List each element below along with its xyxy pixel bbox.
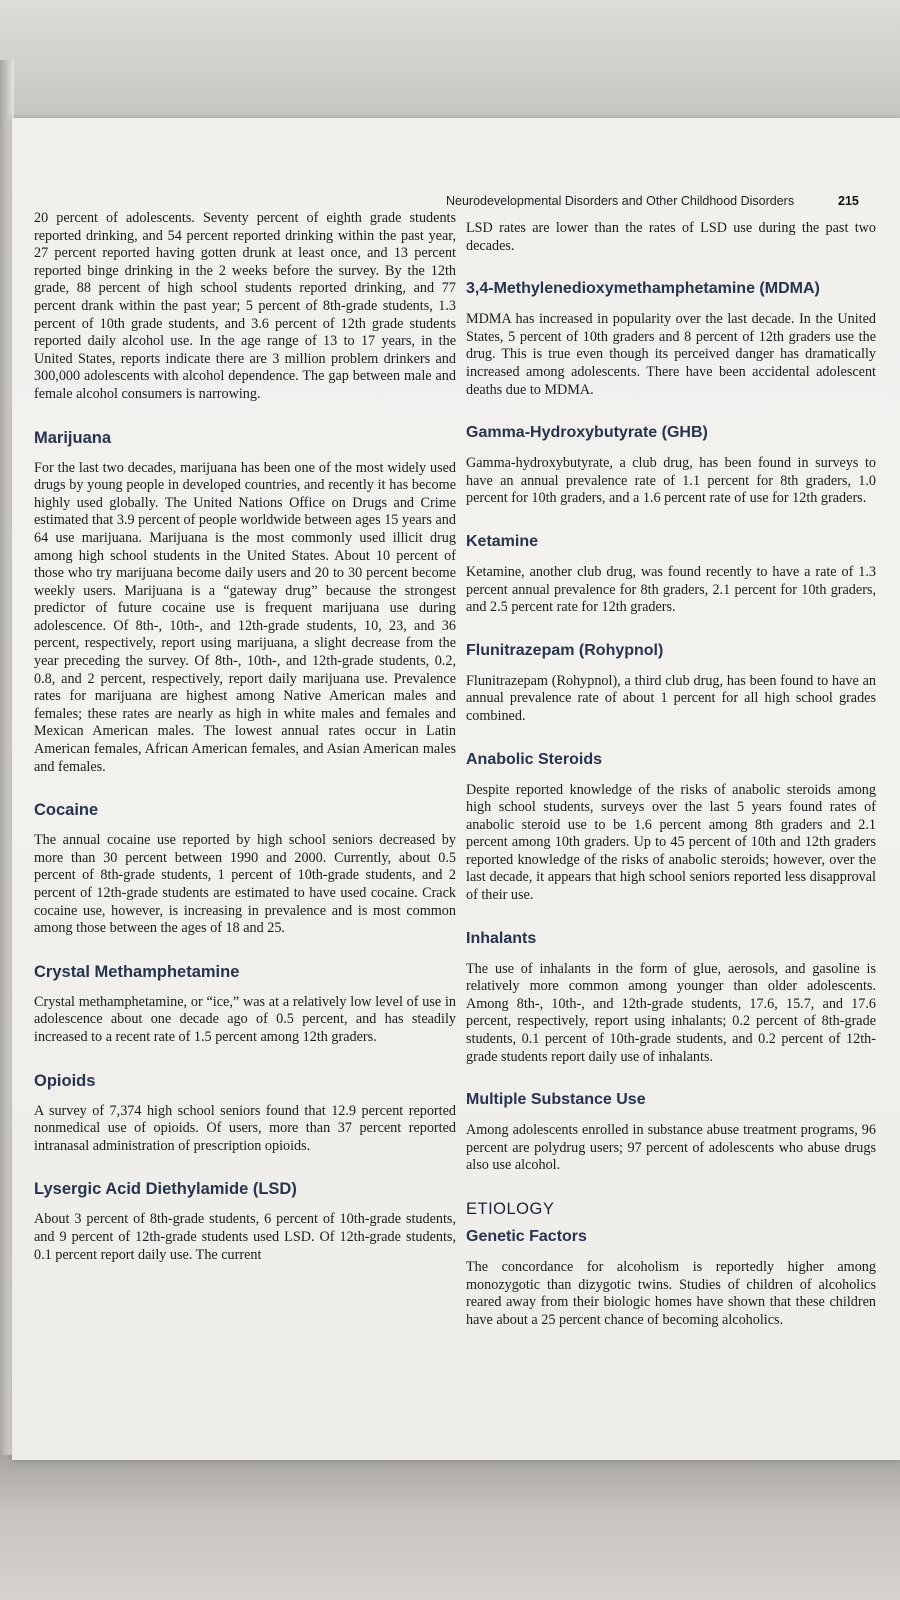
steroids-paragraph: Despite reported knowledge of the risks of anabolic steroids among high school students, surveys over the last 5 years found rates of anabolic steroid use to be 1.6 percent among 8th graders and 2.1 percent among 10th graders. Up to 45 percent of 10th and 12th graders reported knowledge of the risks of anabolic steroids; however, over the last decade, it appears that high school seniors reported less disapproval of their use. xyxy=(466,781,876,904)
steroids-heading: Anabolic Steroids xyxy=(466,750,603,768)
genetic-factors-paragraph: The concordance for alcoholism is reportedly higher among monozygotic than dizygotic twins. Studies of children of alcoholics reared away from their biologic homes have shown that these children have about a 25 percent chance of becoming alcoholics. xyxy=(466,1259,876,1328)
ghb-heading: Gamma-Hydroxybutyrate (GHB) xyxy=(466,424,708,442)
intro-paragraph: 20 percent of adolescents. Seventy percent of eighth grade students reported drinking, and 54 percent reported drinking within the past year, 27 percent reported having gotten drunk at least once, and 13 percent reported binge drinking in the 2 weeks before the survey. By the 12th grade, 88 percent of high school students reported drinking, and 77 percent drank within the past year; 5 percent of 8th-grade students, 1.3 percent of 10th grade students, and 3.6 percent of 12th grade students reported daily alcohol use. In the age range of 13 to 17 years, in the United States, reports indicate there are 3 million problem drinkers and 300,000 adolescents with alcohol dependence. The gap between male and female alcohol consumers is narrowing. xyxy=(34,210,456,402)
ketamine-heading: Ketamine xyxy=(466,532,539,550)
cocaine-heading: Cocaine xyxy=(34,801,99,820)
meth-heading: Crystal Methamphetamine xyxy=(34,962,240,981)
marijuana-heading: Marijuana xyxy=(34,428,112,447)
inhalants-paragraph: The use of inhalants in the form of glue, aerosols, and gasoline is relatively more common among younger than older adolescents. Among 8th-, 10th-, and 12th-grade students, 17.6, 15.7, and 17.6 percent, respectively, report using inhalants; 0.2 percent of 8th-grade students, 0.1 percent of 10th-grade students, and 0.2 percent of 12th-grade students report daily use of inhalants. xyxy=(466,960,876,1065)
flunitrazepam-heading: Flunitrazepam (Rohypnol) xyxy=(466,641,664,659)
ghb-paragraph: Gamma-hydroxybutyrate, a club drug, has been found in surveys to have an annual prevalence rate of 1.1 percent for 8th graders, 1.0 percent for 10th graders, and a 1.6 percent rate of use for 12th graders. xyxy=(466,455,876,507)
running-title: Neurodevelopmental Disorders and Other Childhood Disorders xyxy=(446,194,795,208)
lsd-heading: Lysergic Acid Diethylamide (LSD) xyxy=(34,1180,297,1199)
left-column xyxy=(34,210,456,1264)
meth-paragraph: Crystal methamphetamine, or “ice,” was at a relatively low level of use in adolescence about one decade ago of 0.5 percent, and has steadily increased to a recent rate of 1.5 percent among 12th graders. xyxy=(34,993,456,1045)
page-number: 215 xyxy=(838,194,859,208)
mdma-heading: 3,4-Methylenedioxymethamphetamine (MDMA) xyxy=(466,280,820,298)
inhalants-heading: Inhalants xyxy=(466,929,537,947)
lsd-continued-paragraph: LSD rates are lower than the rates of LSD use during the past two decades. xyxy=(466,220,876,254)
ketamine-paragraph: Ketamine, another club drug, was found recently to have a rate of 1.3 percent annual prevalence for 8th graders, 2.1 percent for 10th graders, and 2.5 percent rate for 12th graders. xyxy=(466,563,876,616)
opioids-heading: Opioids xyxy=(34,1071,96,1090)
multiple-substance-heading: Multiple Substance Use xyxy=(466,1091,646,1109)
flunitrazepam-paragraph: Flunitrazepam (Rohypnol), a third club drug, has been found to have an annual prevalence rate of about 1 percent for all high school grades combined. xyxy=(466,672,876,724)
background-top xyxy=(0,0,900,135)
multiple-substance-paragraph: Among adolescents enrolled in substance abuse treatment programs, 96 percent are polydrug users; 97 percent of adolescents who abuse drugs also use alcohol. xyxy=(466,1122,876,1174)
background-bottom xyxy=(0,1455,900,1600)
lsd-paragraph: About 3 percent of 8th-grade students, 6 percent of 10th-grade students, and 9 percent of 12th-grade students used LSD. Of 12th-grade students, 0.1 percent report daily use. The current xyxy=(34,1211,456,1263)
mdma-paragraph: MDMA has increased in popularity over the last decade. In the United States, 5 percent of 10th graders and 8 percent of 12th graders use the drug. This is true even though its perceived danger has dramatically increased among adolescents. There have been accidental adolescent deaths due to MDMA. xyxy=(466,311,876,398)
book-page xyxy=(12,118,900,1460)
cocaine-paragraph: The annual cocaine use reported by high school seniors decreased by more than 30 percent between 1990 and 2000. Currently, about 0.5 percent of 8th-grade students, 1 percent of 10th-grade students, and 2 percent of 12th-grade students are estimated to have used cocaine. Crack cocaine use, however, is increasing in prevalence and is most common among those between the ages of 18 and 25. xyxy=(34,832,456,937)
genetic-factors-heading: Genetic Factors xyxy=(466,1228,587,1245)
opioids-paragraph: A survey of 7,374 high school seniors found that 12.9 percent reported nonmedical use of opioids. Of users, more than 37 percent reported intranasal administration of prescription opioids. xyxy=(34,1102,456,1154)
marijuana-paragraph: For the last two decades, marijuana has been one of the most widely used drugs by young people in developed countries, and recently it has become highly used globally. The United Nations Office on Drugs and Crime estimated that 3.9 percent of people worldwide between ages 15 years and 64 use marijuana. Marijuana is the most commonly used illicit drug among high school students in the United States. About 10 percent of those who try marijuana become daily users and 20 to 30 percent become weekly users. Marijuana is a “gateway drug” because the strongest predictor of future cocaine use is frequent marijuana use during adolescence. Of 8th-, 10th-, and 12th-grade students, 10, 23, and 36 percent, respectively, report using marijuana, a slight decrease from the year preceding the survey. Of 8th-, 10th-, and 12th-grade students, 0.2, 0.8, and 2 percent, respectively, report daily marijuana use. Prevalence rates for marijuana are highest among Native American males and females; these rates are nearly as high in white males and females and Mexican American males. The lowest annual rates occur in Latin American females, African American females, and Asian American males and females. xyxy=(34,459,456,775)
etiology-heading: ETIOLOGY xyxy=(466,1200,555,1218)
right-column xyxy=(466,220,876,1329)
